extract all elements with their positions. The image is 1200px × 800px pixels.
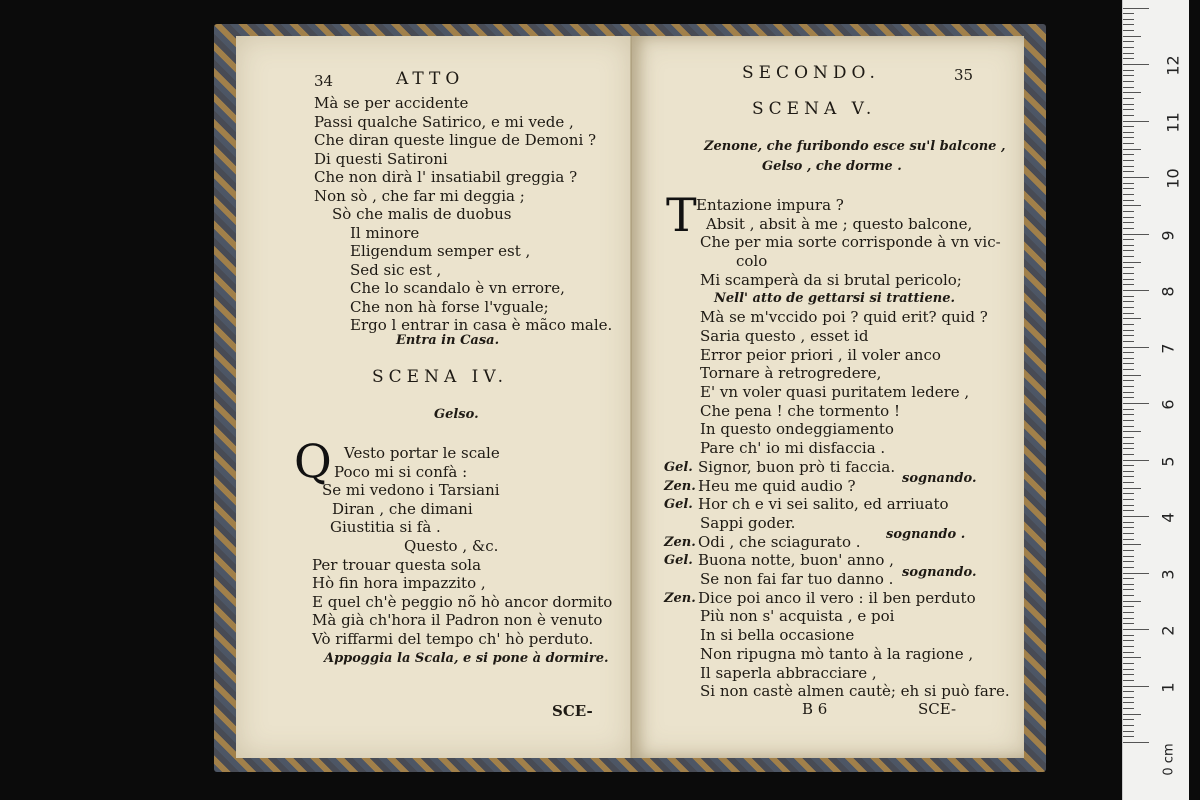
ruler-tick xyxy=(1123,41,1134,42)
ruler-tick xyxy=(1123,443,1134,444)
ruler-tick xyxy=(1123,742,1149,743)
text-line: Sed sic est , xyxy=(350,260,442,279)
ruler-unit-label: 0 cm xyxy=(1161,743,1177,776)
text-line: Buona notte, buon' anno , xyxy=(698,551,894,570)
ruler-tick xyxy=(1123,245,1134,246)
speaker-label: Zen. xyxy=(664,590,696,606)
ruler-tick xyxy=(1123,290,1149,291)
stage-direction: Entra in Casa. xyxy=(396,333,500,348)
ruler-tick xyxy=(1123,539,1134,540)
text-line: Heu me quid audio ? xyxy=(698,476,856,495)
ruler-tick xyxy=(1123,166,1134,167)
ruler-tick xyxy=(1123,544,1141,545)
ruler-tick xyxy=(1123,437,1134,438)
text-line: Mi scamperà da si brutal pericolo; xyxy=(700,270,962,289)
ruler-tick xyxy=(1123,330,1134,331)
ruler-tick xyxy=(1123,143,1134,144)
ruler-tick xyxy=(1123,177,1149,178)
ruler-tick xyxy=(1123,98,1134,99)
ruler-tick xyxy=(1123,256,1134,257)
text-line: Di questi Satironi xyxy=(314,149,448,168)
right-page xyxy=(632,36,1024,758)
ruler-tick xyxy=(1123,556,1134,557)
ruler-tick xyxy=(1123,335,1134,336)
text-line: E quel ch'è peggio nõ hò ancor dormito xyxy=(312,592,613,611)
ruler-tick xyxy=(1123,239,1134,240)
ruler-tick xyxy=(1123,702,1134,703)
ruler-tick xyxy=(1123,482,1134,483)
text-line: Che pena ! che tormento ! xyxy=(700,401,900,420)
text-line: Hò fin hora impazzito , xyxy=(312,574,486,593)
ruler-tick xyxy=(1123,386,1134,387)
ruler-tick xyxy=(1123,273,1134,274)
ruler-tick xyxy=(1123,669,1134,670)
stage-direction: sognando. xyxy=(902,471,977,486)
ruler-tick xyxy=(1123,217,1134,218)
ruler-tick xyxy=(1123,75,1134,76)
ruler-tick xyxy=(1123,736,1134,737)
ruler-tick xyxy=(1123,680,1134,681)
ruler-tick xyxy=(1123,8,1149,9)
ruler-tick xyxy=(1123,606,1134,607)
ruler-tick xyxy=(1123,347,1149,348)
left-running-head: ATTO xyxy=(396,69,465,89)
speaker-label: Zen. xyxy=(664,534,696,550)
ruler-tick xyxy=(1123,601,1141,602)
text-line: Che non dirà l' insatiabil greggia ? xyxy=(314,168,578,186)
ruler-number: 12 xyxy=(1163,55,1183,76)
stage-direction: sognando. xyxy=(902,565,977,580)
ruler-tick xyxy=(1123,578,1134,579)
ruler-number: 3 xyxy=(1158,568,1178,580)
ruler-tick xyxy=(1123,109,1134,110)
ruler-tick xyxy=(1123,369,1134,370)
ruler-tick xyxy=(1123,234,1149,235)
ruler-tick xyxy=(1123,121,1149,122)
ruler-number: 5 xyxy=(1158,455,1178,467)
ruler-tick xyxy=(1123,36,1141,37)
text-line: Non ripugna mò tanto à la ragione , xyxy=(700,644,974,663)
ruler-tick xyxy=(1123,567,1134,568)
ruler-tick xyxy=(1123,460,1149,461)
text-line: Absit , absit à me ; questo balcone, xyxy=(706,214,973,233)
ruler-tick xyxy=(1123,612,1134,613)
ruler-tick xyxy=(1123,205,1141,206)
ruler-tick xyxy=(1123,188,1134,189)
text-line: Si non castè almen cautè; eh si può fare. xyxy=(700,682,1010,701)
ruler-tick xyxy=(1123,465,1134,466)
ruler-tick xyxy=(1123,53,1134,54)
ruler-number: 9 xyxy=(1158,229,1178,241)
ruler-tick xyxy=(1123,47,1134,48)
text-line: Poco mi si confà : xyxy=(334,462,468,481)
text-line: Che diran queste lingue de Demoni ? xyxy=(314,131,597,149)
ruler-number: 6 xyxy=(1158,399,1178,410)
ruler-tick xyxy=(1123,137,1134,138)
ruler-tick xyxy=(1123,663,1134,664)
ruler-tick xyxy=(1123,30,1134,31)
ruler-tick xyxy=(1123,313,1134,314)
text-line: Che lo scandalo è vn errore, xyxy=(350,279,565,297)
ruler-tick xyxy=(1123,318,1141,319)
text-line: Odi , che sciagurato . xyxy=(698,532,861,551)
text-line: Sò che malis de duobus xyxy=(332,205,512,223)
ruler-tick xyxy=(1123,296,1134,297)
ruler-tick xyxy=(1123,87,1134,88)
text-line: Mà già ch'hora il Padron non è venuto xyxy=(312,611,603,630)
text-line: In si bella occasione xyxy=(700,626,855,645)
ruler-tick xyxy=(1123,200,1134,201)
text-line: E' vn voler quasi puritatem ledere , xyxy=(700,383,970,401)
ruler-tick xyxy=(1123,149,1141,150)
ruler-tick xyxy=(1123,476,1134,477)
speaker-label: Gel. xyxy=(664,553,693,569)
ruler-tick xyxy=(1123,414,1134,415)
text-line: Diran , che dimani xyxy=(332,499,473,518)
catchword: SCE- xyxy=(552,702,593,720)
speaker-label: Gel. xyxy=(664,459,693,475)
ruler-tick xyxy=(1123,561,1134,562)
ruler-number: 7 xyxy=(1158,342,1178,354)
text-line: Hor ch e vi sei salito, ed arriuato xyxy=(698,495,949,514)
ruler-tick xyxy=(1123,708,1134,709)
ruler-tick xyxy=(1123,573,1149,574)
text-line: Mà se per accidente xyxy=(314,94,469,112)
ruler-tick xyxy=(1123,183,1134,184)
measurement-ruler xyxy=(1122,0,1189,800)
ruler-tick xyxy=(1123,471,1134,472)
ruler-number: 8 xyxy=(1158,286,1178,297)
scene-characters: Zenone, che furibondo esce su'l balcone , xyxy=(704,139,1006,154)
text-line: Vesto portar le scale xyxy=(344,444,500,462)
ruler-tick xyxy=(1123,160,1134,161)
ruler-number: 10 xyxy=(1163,168,1183,189)
text-line: Che non hà forse l'vguale; xyxy=(350,297,549,316)
ruler-tick xyxy=(1123,392,1134,393)
ruler-tick xyxy=(1123,64,1149,65)
ruler-tick xyxy=(1123,171,1134,172)
catchword: SCE- xyxy=(918,700,957,718)
ruler-tick xyxy=(1123,674,1134,675)
text-line: Il minore xyxy=(350,223,420,242)
ruler-tick xyxy=(1123,403,1149,404)
ruler-tick xyxy=(1123,640,1134,641)
scene-heading: SCENA V. xyxy=(752,99,877,119)
text-line: Tornare à retrogredere, xyxy=(700,364,882,383)
speaker-label: Zen. xyxy=(664,478,696,494)
ruler-tick xyxy=(1123,307,1134,308)
ruler-tick xyxy=(1123,731,1134,732)
ruler-tick xyxy=(1123,533,1134,534)
ruler-tick xyxy=(1123,126,1134,127)
ruler-tick xyxy=(1123,154,1134,155)
ruler-tick xyxy=(1123,454,1134,455)
ruler-tick xyxy=(1123,70,1134,71)
text-line: Saria questo , esset id xyxy=(700,326,869,345)
text-line: Se non fai far tuo danno . xyxy=(700,570,894,588)
scene-character: Gelso. xyxy=(434,407,479,422)
ruler-tick xyxy=(1123,324,1134,325)
ruler-tick xyxy=(1123,714,1141,715)
ruler-tick xyxy=(1123,448,1134,449)
ruler-tick xyxy=(1123,301,1134,302)
ruler-tick xyxy=(1123,488,1141,489)
text-line: In questo ondeggiamento xyxy=(700,420,894,439)
ruler-tick xyxy=(1123,250,1134,251)
ruler-number: 2 xyxy=(1158,625,1178,636)
ruler-tick xyxy=(1123,725,1134,726)
text-line: Mà se m'vccido poi ? quid erit? quid ? xyxy=(700,308,988,327)
scene-characters: Gelso , che dorme . xyxy=(762,159,902,174)
ruler-tick xyxy=(1123,211,1134,212)
text-line: Entazione impura ? xyxy=(696,196,844,214)
text-line: Nell' atto de gettarsi si trattiene. xyxy=(714,290,956,306)
ruler-tick xyxy=(1123,375,1141,376)
ruler-tick xyxy=(1123,92,1141,93)
book-spread xyxy=(214,24,1046,772)
text-line: Eligendum semper est , xyxy=(350,242,531,260)
left-page xyxy=(236,36,632,758)
ruler-tick xyxy=(1123,397,1134,398)
ruler-tick xyxy=(1123,426,1134,427)
ruler-number: 4 xyxy=(1158,512,1178,523)
text-line: Pare ch' io mi disfaccia . xyxy=(700,439,886,458)
ruler-tick xyxy=(1123,380,1134,381)
scene-heading: SCENA IV. xyxy=(372,367,509,387)
ruler-tick xyxy=(1123,691,1134,692)
text-line: Signor, buon prò ti faccia. xyxy=(698,457,896,476)
ruler-tick xyxy=(1123,623,1134,624)
text-line: Vò riffarmi del tempo ch' hò perduto. xyxy=(312,630,594,648)
ruler-tick xyxy=(1123,505,1134,506)
ruler-tick xyxy=(1123,420,1134,421)
signature-mark: B 6 xyxy=(802,700,828,718)
speaker-label: Gel. xyxy=(664,497,693,513)
text-line: Più non s' acquista , e poi xyxy=(700,607,895,626)
text-line: Ergo l entrar in casa è mãco male. xyxy=(350,316,613,334)
ruler-tick xyxy=(1123,409,1134,410)
ruler-number: 11 xyxy=(1163,111,1183,133)
ruler-tick xyxy=(1123,358,1134,359)
text-line: Sappi goder. xyxy=(700,513,796,532)
ruler-tick xyxy=(1123,499,1134,500)
text-line: Che per mia sorte corrisponde à vn vic- xyxy=(700,233,1001,252)
ruler-tick xyxy=(1123,267,1134,268)
ruler-tick xyxy=(1123,635,1134,636)
text-line: Non sò , che far mi deggia ; xyxy=(314,186,525,205)
drop-cap: Q xyxy=(294,434,332,488)
ruler-tick xyxy=(1123,58,1134,59)
ruler-tick xyxy=(1123,516,1149,517)
ruler-tick xyxy=(1123,19,1134,20)
ruler-tick xyxy=(1123,13,1134,14)
ruler-tick xyxy=(1123,527,1134,528)
ruler-tick xyxy=(1123,104,1134,105)
ruler-tick xyxy=(1123,584,1134,585)
text-line: Questo , &c. xyxy=(404,537,499,555)
ruler-tick xyxy=(1123,115,1134,116)
ruler-tick xyxy=(1123,222,1134,223)
ruler-tick xyxy=(1123,686,1149,687)
text-line: Giustitia si fà . xyxy=(330,518,441,537)
text-line: Il saperla abbracciare , xyxy=(700,663,877,682)
ruler-tick xyxy=(1123,550,1134,551)
text-line: Dice poi anco il vero : il ben perduto xyxy=(698,588,976,607)
text-line: Se mi vedono i Tarsiani xyxy=(322,481,500,500)
ruler-tick xyxy=(1123,618,1134,619)
right-running-head: SECONDO. xyxy=(742,63,880,83)
ruler-tick xyxy=(1123,522,1134,523)
ruler-tick xyxy=(1123,279,1134,280)
ruler-tick xyxy=(1123,493,1134,494)
ruler-tick xyxy=(1123,697,1134,698)
ruler-tick xyxy=(1123,629,1149,630)
ruler-number: 1 xyxy=(1158,681,1178,693)
ruler-tick xyxy=(1123,194,1134,195)
stage-direction: Appoggia la Scala, e si pone à dormire. xyxy=(324,651,609,666)
text-line: Passi qualche Satirico, e mi vede , xyxy=(314,112,574,131)
ruler-tick xyxy=(1123,228,1134,229)
ruler-tick xyxy=(1123,24,1134,25)
ruler-tick xyxy=(1123,81,1134,82)
ruler-tick xyxy=(1123,284,1134,285)
drop-cap: T xyxy=(666,188,697,242)
left-page-number: 34 xyxy=(314,72,334,90)
ruler-tick xyxy=(1123,132,1134,133)
ruler-tick xyxy=(1123,719,1134,720)
text-line: Per trouar questa sola xyxy=(312,555,482,574)
ruler-tick xyxy=(1123,646,1134,647)
text-line: colo xyxy=(736,252,768,271)
ruler-tick xyxy=(1123,341,1134,342)
text-line: Error peior priori , il voler anco xyxy=(700,345,941,364)
ruler-tick xyxy=(1123,262,1141,263)
ruler-tick xyxy=(1123,431,1141,432)
ruler-tick xyxy=(1123,652,1134,653)
ruler-tick xyxy=(1123,589,1134,590)
ruler-tick xyxy=(1123,595,1134,596)
ruler-tick xyxy=(1123,510,1134,511)
ruler-tick xyxy=(1123,363,1134,364)
ruler-tick xyxy=(1123,352,1134,353)
right-page-number: 35 xyxy=(954,66,974,84)
ruler-tick xyxy=(1123,657,1141,658)
stage-direction: sognando . xyxy=(886,527,966,542)
